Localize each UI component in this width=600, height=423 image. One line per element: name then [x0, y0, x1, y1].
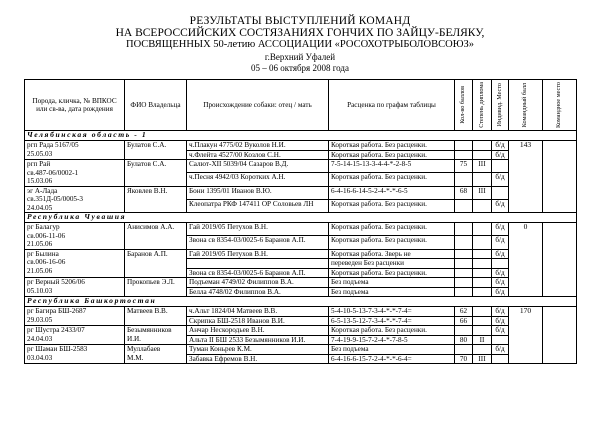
owner-cell	[125, 307, 187, 326]
dog-breed-cell	[25, 186, 125, 213]
origin-cell: Клеопатра РКФ 147411 ОР Соловьев ЛН	[187, 199, 329, 212]
diploma-cell	[473, 278, 492, 288]
score-cell: Короткая работа. Без расценки.	[329, 199, 455, 212]
owner-cell	[125, 223, 187, 250]
place-cell: б/д	[492, 345, 509, 355]
points-cell	[455, 141, 473, 151]
score-cell: Без подъема	[329, 278, 455, 288]
cell-line: ргп Рада 5167/05	[27, 141, 79, 149]
score-cell: Короткая работа. Без расценки.	[329, 150, 455, 160]
report-dates: 05 – 06 октября 2008 года	[251, 63, 349, 73]
origin-cell: Альта II БШ 2533 Безымянников И.И.	[187, 335, 329, 345]
dog-breed-cell	[25, 326, 125, 345]
points-cell: 62	[455, 307, 473, 317]
cell-line: рг Балагур	[27, 223, 60, 231]
region-name: Республика Чувашия	[25, 213, 577, 223]
cell-line: Булатов С.А.	[127, 160, 167, 168]
cell-line: ргп Рай	[27, 160, 51, 168]
place-cell: б/д	[492, 278, 509, 288]
diploma-cell	[473, 259, 492, 269]
place-cell: б/д	[492, 268, 509, 278]
diploma-cell	[473, 287, 492, 297]
cell-line: рг Верный 5206/06	[27, 278, 85, 286]
cell-line: 24.04.05	[27, 203, 53, 212]
diploma-cell	[473, 141, 492, 151]
diploma-cell: III	[473, 354, 492, 364]
diploma-cell: III	[473, 160, 492, 173]
score-cell: 6-4-16-6-14-5-2-4-*-*-6-5	[329, 186, 455, 199]
origin-cell: Туман Коньрев К.М.	[187, 345, 329, 355]
table-row	[25, 141, 577, 151]
region-row	[25, 213, 577, 223]
points-cell	[455, 236, 473, 249]
points-cell	[455, 287, 473, 297]
results-table	[24, 79, 577, 364]
points-cell	[455, 249, 473, 259]
col-header-place: Индивид. Место	[492, 80, 509, 131]
points-cell	[455, 199, 473, 212]
diploma-cell	[473, 199, 492, 212]
cell-line: 05.10.03	[27, 286, 53, 295]
dog-breed-cell	[25, 278, 125, 297]
origin-cell: Подъеман 4749/02 Филиппов В.А.	[187, 278, 329, 288]
col-header-breed: Порода, кличка, № ВПКОС или св-ва, дата рождения	[25, 80, 125, 131]
report-dedication: ПОСВЯЩЕННЫХ 50-летию АССОЦИАЦИИ «РОСОХОТРЫБОЛОВСОЮЗ»	[125, 39, 474, 50]
dog-breed-cell	[25, 307, 125, 326]
table-row	[25, 345, 577, 355]
cell-line: св.006-11-06	[27, 231, 66, 240]
team-score-cell: 0	[509, 223, 543, 297]
diploma-cell: II	[473, 335, 492, 345]
cell-line: св.487-06/0002-1	[27, 168, 79, 177]
place-cell: б/д	[492, 223, 509, 236]
team-place-cell	[543, 223, 577, 297]
score-cell: Короткая работа. Без расценки.	[329, 141, 455, 151]
place-cell	[492, 186, 509, 199]
cell-line: 29.03.05	[27, 315, 53, 324]
place-cell: б/д	[492, 287, 509, 297]
place-cell: б/д	[492, 316, 509, 326]
origin-cell: Салют-XII 5039/04 Сазаров В.Д.	[187, 160, 329, 173]
origin-cell: Гай 2019/05 Петухов В.Н.	[187, 249, 329, 259]
diploma-cell	[473, 236, 492, 249]
cell-line: Анисимов А.А.	[127, 223, 175, 231]
table-header-row	[25, 80, 577, 131]
place-cell	[492, 160, 509, 173]
owner-cell	[125, 345, 187, 364]
diploma-cell	[473, 326, 492, 336]
place-cell: б/д	[492, 249, 509, 259]
origin-cell: Звона св 8354-03/0025-6 Баранов А.П.	[187, 268, 329, 278]
col-header-points: Кол-во баллов	[455, 80, 473, 131]
cell-line: 24.04.03	[27, 334, 53, 343]
score-cell: Короткая работа. Без расценки.	[329, 223, 455, 236]
cell-line: 15.03.06	[27, 177, 53, 185]
table-row	[25, 326, 577, 336]
owner-cell	[125, 326, 187, 345]
points-cell	[455, 326, 473, 336]
place-cell	[492, 354, 509, 364]
origin-cell	[187, 259, 329, 269]
score-cell: Короткая работа. Без расценки.	[329, 236, 455, 249]
diploma-cell	[473, 173, 492, 186]
owner-cell	[125, 141, 187, 160]
col-header-diploma: Степень диплома	[473, 80, 492, 131]
report-city: г.Верхний Уфалей	[264, 52, 336, 62]
col-header-origin: Происхождение собаки: отец / мать	[187, 80, 329, 131]
origin-cell: Гай 2019/05 Петухов В.Н.	[187, 223, 329, 236]
place-cell: б/д	[492, 307, 509, 317]
dog-breed-cell	[25, 223, 125, 250]
points-cell	[455, 268, 473, 278]
table-row	[25, 278, 577, 288]
place-cell: б/д	[492, 141, 509, 151]
diploma-cell	[473, 249, 492, 259]
team-place-cell	[543, 307, 577, 364]
table-row	[25, 160, 577, 173]
place-cell: б/д	[492, 199, 509, 212]
cell-line: 25.05.03	[27, 149, 53, 158]
diploma-cell	[473, 307, 492, 317]
origin-cell: Анчар Нескородьев В.Н.	[187, 326, 329, 336]
place-cell: б/д	[492, 326, 509, 336]
place-cell: б/д	[492, 150, 509, 160]
origin-cell: Забавка Ефремов В.Н.	[187, 354, 329, 364]
cell-line: рг Багира БШ-2687	[27, 307, 87, 315]
diploma-cell	[473, 345, 492, 355]
score-cell: Без подъема	[329, 345, 455, 355]
points-cell: 68	[455, 186, 473, 199]
region-name: Республика Башкортостан	[25, 297, 577, 307]
origin-cell: ч.Плакун 4775/02 Вуколов Н.И.	[187, 141, 329, 151]
place-cell: б/д	[492, 236, 509, 249]
region-row	[25, 297, 577, 307]
owner-cell	[125, 160, 187, 187]
diploma-cell	[473, 150, 492, 160]
points-cell	[455, 223, 473, 236]
owner-cell	[125, 278, 187, 297]
score-cell: 7-4-19-9-15-7-2-4-*-7-8-5	[329, 335, 455, 345]
cell-line: И.И.	[127, 334, 141, 343]
team-score-cell: 143	[509, 141, 543, 213]
dog-breed-cell	[25, 160, 125, 187]
score-cell: 6-5-13-5-12-7-3-4-*-*-7-4=	[329, 316, 455, 326]
points-cell	[455, 150, 473, 160]
origin-cell: ч.Песня 4942/03 Коротких А.Н.	[187, 173, 329, 186]
points-cell: 80	[455, 335, 473, 345]
score-cell: Короткая работа. Без расценки.	[329, 268, 455, 278]
col-header-team-place: Командное место	[543, 80, 577, 131]
owner-cell	[125, 186, 187, 213]
cell-line: 21.05.06	[27, 266, 53, 275]
cell-line: Матвеев В.В.	[127, 307, 168, 315]
cell-line: Муллабаев	[127, 345, 161, 353]
origin-cell: Белла 4748/02 Филиппов В.А.	[187, 287, 329, 297]
origin-cell: ч.Флейта 4527/00 Козлов С.Н.	[187, 150, 329, 160]
cell-line: Булатов С.А.	[127, 141, 167, 149]
region-name: Челябинская область - 1	[25, 131, 577, 141]
points-cell: 66	[455, 316, 473, 326]
diploma-cell	[473, 268, 492, 278]
score-cell: Короткая работа. Без расценки.	[329, 326, 455, 336]
place-cell	[492, 259, 509, 269]
cell-line: Прокопьев Э.Л.	[127, 278, 175, 286]
cell-line: 21.05.06	[27, 240, 53, 248]
cell-line: Баранов А.П.	[127, 249, 168, 258]
diploma-cell: III	[473, 186, 492, 199]
origin-cell: Скрипка БШ-2518 Иванов В.И.	[187, 316, 329, 326]
table-row	[25, 223, 577, 236]
points-cell	[455, 345, 473, 355]
cell-line: Безымянников	[127, 326, 172, 334]
score-cell: Короткая работа. Зверь не	[329, 249, 455, 259]
points-cell: 75	[455, 160, 473, 173]
points-cell	[455, 278, 473, 288]
diploma-cell	[473, 223, 492, 236]
team-score-cell: 170	[509, 307, 543, 364]
cell-line: рг Шамаи БШ-2583	[27, 345, 88, 353]
diploma-cell	[473, 316, 492, 326]
cell-line: рг Былина	[27, 249, 59, 258]
points-cell	[455, 259, 473, 269]
cell-line: М.М.	[127, 353, 144, 362]
score-cell: Короткая работа. Без расценки.	[329, 173, 455, 186]
cell-line: св.006-16-06	[27, 258, 66, 266]
cell-line: св.351Д-05/0005-3	[27, 195, 84, 203]
table-row	[25, 186, 577, 199]
col-header-team-score: Командный балл	[509, 80, 543, 131]
dog-breed-cell	[25, 141, 125, 160]
team-place-cell	[543, 141, 577, 213]
score-cell: Без подъема	[329, 287, 455, 297]
results-body	[25, 131, 577, 364]
origin-cell: Звона св 8354-03/0025-6 Баранов А.П.	[187, 236, 329, 249]
place-cell	[492, 335, 509, 345]
dog-breed-cell	[25, 345, 125, 364]
score-cell: 7-5-14-15-13-3-4-4-*-2-8-5	[329, 160, 455, 173]
cell-line: эг А-Лада	[27, 186, 58, 195]
cell-line: рг Шустра 2433/07	[27, 326, 85, 334]
table-row	[25, 249, 577, 259]
col-header-scores: Расценка по графам таблицы	[329, 80, 455, 131]
score-cell: 6-4-16-6-15-7-2-4-*-*-6-4=	[329, 354, 455, 364]
report-title: РЕЗУЛЬТАТЫ ВЫСТУПЛЕНИЙ КОМАНД	[189, 15, 411, 27]
points-cell	[455, 173, 473, 186]
score-cell: переведен Без расценки	[329, 259, 455, 269]
place-cell: б/д	[492, 173, 509, 186]
cell-line: 03.04.03	[27, 353, 53, 362]
cell-line: Яковлев В.Н.	[127, 186, 168, 195]
origin-cell: Бони 1395/01 Иванов В.Ю.	[187, 186, 329, 199]
col-header-owner: ФИО Владельца	[125, 80, 187, 131]
report-subtitle: НА ВСЕРОССИЙСКИХ СОСТЯЗАНИЯХ ГОНЧИХ ПО ЗАЙЦУ-БЕЛЯКУ,	[115, 27, 485, 39]
table-row	[25, 307, 577, 317]
dog-breed-cell	[25, 249, 125, 278]
score-cell: 5-4-10-5-13-7-3-4-*-*-7-4=	[329, 307, 455, 317]
points-cell: 70	[455, 354, 473, 364]
origin-cell: ч.Альт 1824/04 Матвеев В.В.	[187, 307, 329, 317]
region-row	[25, 131, 577, 141]
owner-cell	[125, 249, 187, 278]
